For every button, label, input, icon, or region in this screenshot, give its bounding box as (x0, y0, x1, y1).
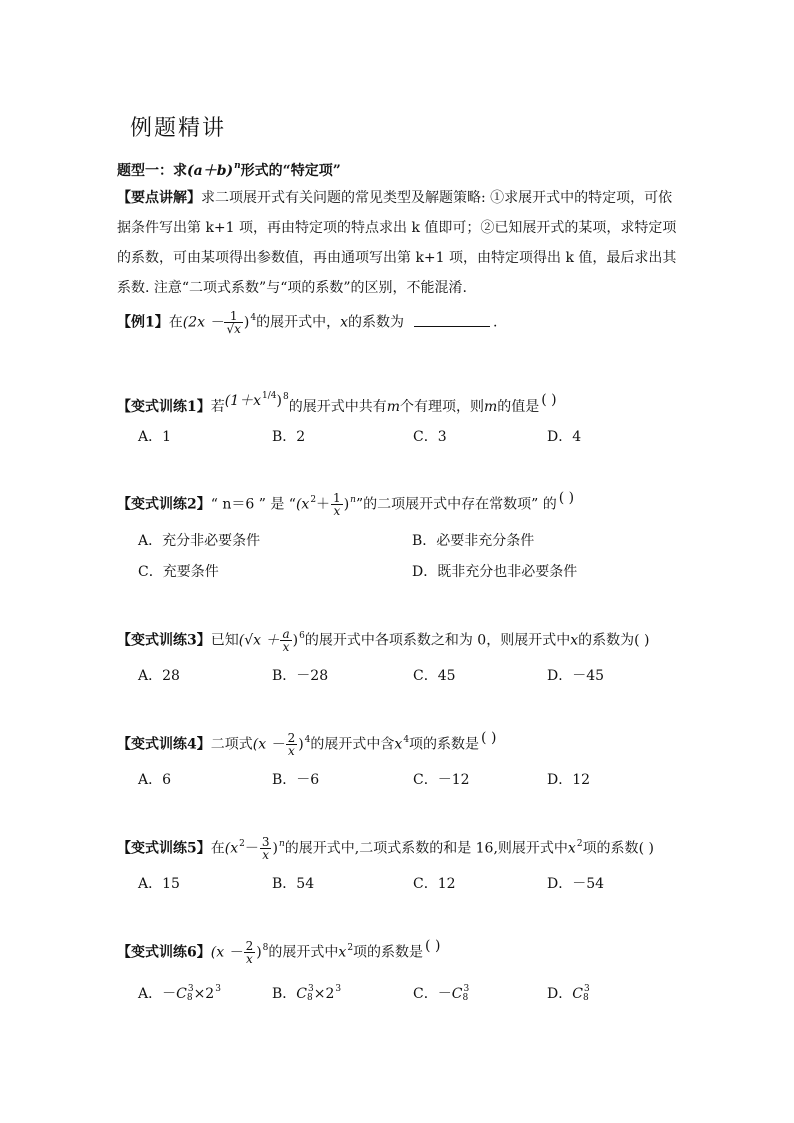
example-1: 【例1】在(2x － $\frac{1}{√x}$ )$^4$的展开式中，x的系数为 . (117, 309, 498, 336)
fraction: $\frac{1}{x}$ (333, 491, 341, 518)
key-points-line-4: 系数. 注意“二项式系数”与“项的系数”的区别，不能混淆. (117, 280, 467, 296)
option-b[interactable]: B．2 (272, 429, 306, 445)
option-d[interactable]: D．－54 (547, 876, 605, 892)
section-heading: 例题精讲 (130, 116, 227, 141)
option-d[interactable]: D．12 (547, 772, 591, 788)
option-a[interactable]: A．6 (138, 772, 172, 788)
option-a[interactable]: A．充分非必要条件 (138, 533, 261, 549)
option-d[interactable]: D．C 3 8 (547, 984, 590, 1003)
exercise-1: 【变式训练1】若$(1+x^{1/4})^8$的展开式中共有m个有理项，则m的值是 ( ) (117, 391, 557, 415)
option-d[interactable]: D．4 (547, 429, 582, 445)
exercise-5: 【变式训练5】在($x^2-$ $\frac{3}{x}$ )$^n$的展开式中,二项式系数的和是 16,则展开式中$x^2$项的系数( ) (117, 835, 654, 862)
option-b[interactable]: B．C 3 8 $\times 2^3$ (272, 984, 342, 1003)
fraction: $\frac{2}{x}$ (287, 731, 296, 758)
option-c[interactable]: C．－12 (413, 772, 470, 788)
exercise-3: 【变式训练3】已知(√x ＋ $\frac{a}{x}$ )$^6$的展开式中各项系数之和为 0，则展开式中x的系数为( ) (117, 627, 650, 654)
option-a[interactable]: A．15 (138, 876, 180, 892)
option-c[interactable]: C．45 (413, 668, 456, 684)
option-c[interactable]: C．－C 3 8 (413, 984, 470, 1003)
option-d[interactable]: D．既非充分也非必要条件 (412, 564, 578, 580)
fraction: $\frac{2}{x}$ (245, 939, 254, 966)
key-points-line-2: 据条件写出第 k+1 项，再由特定项的特点求出 k 值即可；②已知展开式的某项，求特定项 (117, 220, 677, 236)
key-points-line-1: 【要点讲解】求二项展开式有关问题的常见类型及解题策略: ①求展开式中的特定项，可依 (117, 190, 673, 206)
option-b[interactable]: B．54 (272, 876, 315, 892)
option-a[interactable]: A．28 (138, 668, 180, 684)
option-c[interactable]: C．12 (413, 876, 456, 892)
exercise-4: 【变式训练4】二项式(x － $\frac{2}{x}$ )$^4$的展开式中含$x^4$项的系数是 ( ) (117, 729, 497, 758)
option-a[interactable]: A．－C 3 8 $\times 2^3$ (138, 984, 221, 1003)
exercise-6: 【变式训练6】(x － $\frac{2}{x}$ )$^8$的展开式中$x^2$项的系数是 ( ) (117, 937, 441, 966)
option-b[interactable]: B．－6 (272, 772, 320, 788)
fraction: $\frac{3}{x}$ (261, 835, 270, 862)
type1-title: 题型一：求$(a+b)^n$形式的“特定项” (117, 161, 341, 179)
key-points-line-3: 的系数，可由某项得出参数值，再由通项写出第 k+1 项，由特定项得出 k 值，最后求出其 (117, 250, 677, 266)
option-a[interactable]: A．1 (138, 429, 172, 445)
option-b[interactable]: B．－28 (272, 668, 329, 684)
option-b[interactable]: B．必要非充分条件 (412, 533, 535, 549)
option-c[interactable]: C．3 (413, 429, 447, 445)
option-d[interactable]: D．－45 (547, 668, 605, 684)
fraction: $\frac{a}{x}$ (282, 627, 290, 654)
fraction: $\frac{1}{√x}$ (226, 309, 241, 336)
exercise-2: 【变式训练2】“ n＝6 ” 是 “($x^2+$ $\frac{1}{x}$ )$^n$”的二项展开式中存在常数项” 的 ( ) (117, 489, 575, 518)
answer-blank[interactable] (414, 314, 490, 327)
option-c[interactable]: C．充要条件 (138, 564, 219, 580)
